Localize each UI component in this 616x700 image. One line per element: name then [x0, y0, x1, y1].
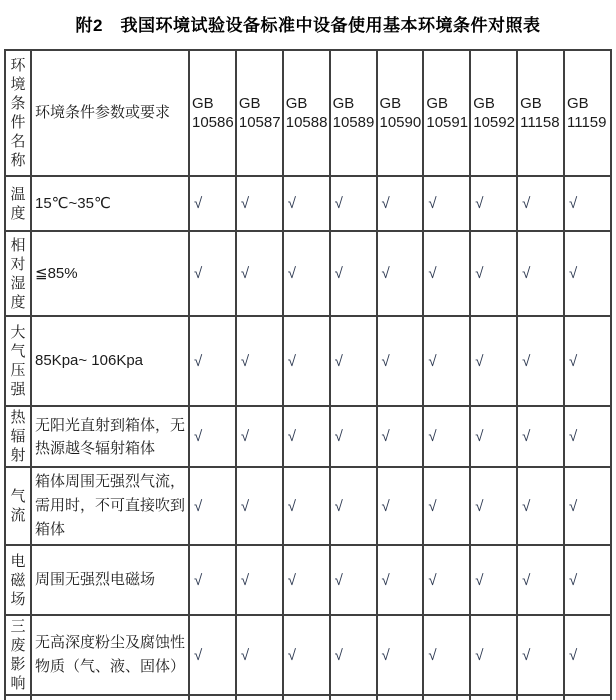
param-cell: 无高深度粉尘及腐蚀性物质（气、液、固体）: [31, 615, 189, 695]
table-row: [5, 406, 611, 467]
check-cell: √: [236, 406, 283, 467]
check-cell: √: [423, 231, 470, 316]
param-cell: ≦85%: [31, 231, 189, 316]
environment-conditions-table: [4, 49, 612, 700]
param-cell: 箱体周围无强烈气流，需用时，不可直接吹到箱体: [31, 467, 189, 545]
check-cell: √: [283, 406, 330, 467]
check-cell: √: [470, 615, 517, 695]
check-cell: √: [470, 467, 517, 545]
check-cell: √: [330, 406, 377, 467]
check-cell: √: [564, 467, 611, 545]
standard-header-cell: GB 10586: [189, 50, 236, 176]
empty-cell: [470, 695, 517, 700]
row-name-cell: 相对湿度: [5, 231, 31, 316]
check-cell: √: [189, 231, 236, 316]
check-cell: √: [236, 467, 283, 545]
check-cell: √: [236, 316, 283, 406]
check-cell: √: [283, 615, 330, 695]
empty-cell: [31, 695, 189, 700]
check-cell: √: [423, 545, 470, 615]
empty-cell: [423, 695, 470, 700]
param-cell: 周围无强烈电磁场: [31, 545, 189, 615]
check-cell: √: [377, 316, 424, 406]
check-cell: √: [236, 176, 283, 231]
table-row: [5, 231, 611, 316]
check-cell: √: [283, 316, 330, 406]
check-cell: √: [377, 467, 424, 545]
check-cell: √: [470, 545, 517, 615]
check-cell: √: [377, 545, 424, 615]
check-cell: √: [470, 231, 517, 316]
check-cell: √: [189, 545, 236, 615]
check-cell: √: [377, 615, 424, 695]
empty-cell: [330, 695, 377, 700]
table-row: [5, 467, 611, 545]
standard-header-cell: GB 10587: [236, 50, 283, 176]
table-row: [5, 316, 611, 406]
empty-cell: [564, 695, 611, 700]
row-name-cell: 大气压强: [5, 316, 31, 406]
check-cell: √: [330, 615, 377, 695]
check-cell: √: [564, 406, 611, 467]
standard-header-cell: GB 10592: [470, 50, 517, 176]
row-name-cell: 热辐射: [5, 406, 31, 467]
check-cell: √: [423, 406, 470, 467]
check-cell: √: [423, 316, 470, 406]
check-cell: √: [564, 615, 611, 695]
check-cell: √: [189, 176, 236, 231]
empty-cell: [283, 695, 330, 700]
standard-header-cell: GB 10588: [283, 50, 330, 176]
check-cell: √: [564, 316, 611, 406]
corner-header-cell: 环境条件名称: [5, 50, 31, 176]
check-cell: √: [377, 231, 424, 316]
check-cell: √: [377, 406, 424, 467]
check-cell: √: [470, 176, 517, 231]
check-cell: √: [470, 406, 517, 467]
param-cell: 无阳光直射到箱体，无热源越冬辐射箱体: [31, 406, 189, 467]
check-cell: √: [564, 545, 611, 615]
table-row: [5, 545, 611, 615]
empty-cell: [517, 695, 564, 700]
check-cell: √: [517, 231, 564, 316]
empty-cell: [236, 695, 283, 700]
standard-header-cell: GB 11159: [564, 50, 611, 176]
check-cell: √: [517, 467, 564, 545]
page-title: 附2 我国环境试验设备标准中设备使用基本环境条件对照表: [75, 16, 541, 35]
check-cell: √: [283, 231, 330, 316]
check-cell: √: [189, 316, 236, 406]
empty-cell: [377, 695, 424, 700]
row-name-cell: 电磁场: [5, 545, 31, 615]
check-cell: √: [236, 545, 283, 615]
check-cell: √: [470, 316, 517, 406]
check-cell: √: [236, 615, 283, 695]
standard-header-cell: GB 10590: [377, 50, 424, 176]
check-cell: √: [517, 615, 564, 695]
check-cell: √: [189, 406, 236, 467]
check-cell: √: [517, 406, 564, 467]
check-cell: √: [189, 467, 236, 545]
row-name-cell: 三废影响: [5, 615, 31, 695]
check-cell: √: [517, 316, 564, 406]
check-cell: √: [283, 467, 330, 545]
check-cell: √: [330, 545, 377, 615]
param-cell: 85Kpa~ 106Kpa: [31, 316, 189, 406]
param-header-cell: 环境条件参数或要求: [31, 50, 189, 176]
check-cell: √: [330, 316, 377, 406]
check-cell: √: [377, 176, 424, 231]
row-name-cell: 温度: [5, 176, 31, 231]
check-cell: √: [189, 615, 236, 695]
standard-header-cell: GB 10591: [423, 50, 470, 176]
check-cell: √: [330, 231, 377, 316]
empty-cell: [5, 695, 31, 700]
check-cell: √: [423, 615, 470, 695]
table-row-clipped: [5, 695, 611, 700]
check-cell: √: [283, 176, 330, 231]
check-cell: √: [517, 545, 564, 615]
check-cell: √: [423, 467, 470, 545]
row-name-cell: 气流: [5, 467, 31, 545]
check-cell: √: [423, 176, 470, 231]
check-cell: √: [564, 176, 611, 231]
check-cell: √: [517, 176, 564, 231]
table-header-row: [5, 50, 611, 176]
table-row: [5, 176, 611, 231]
standard-header-cell: GB 11158: [517, 50, 564, 176]
check-cell: √: [330, 467, 377, 545]
empty-cell: [189, 695, 236, 700]
standard-header-cell: GB 10589: [330, 50, 377, 176]
table-row: [5, 615, 611, 695]
check-cell: √: [283, 545, 330, 615]
check-cell: √: [330, 176, 377, 231]
param-cell: 15℃~35℃: [31, 176, 189, 231]
check-cell: √: [564, 231, 611, 316]
check-cell: √: [236, 231, 283, 316]
